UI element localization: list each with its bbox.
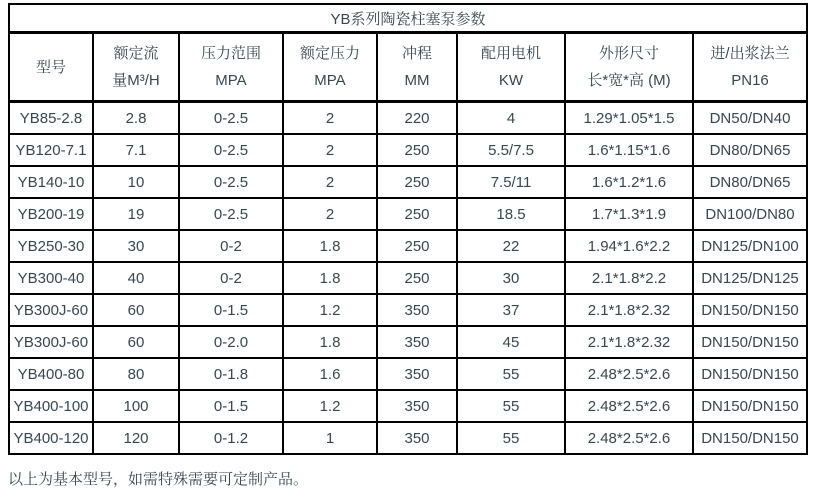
table-cell: 2 (283, 134, 377, 166)
column-header-label: 外形尺寸 (598, 45, 659, 62)
column-header-label: 型号 (35, 58, 66, 76)
table-cell: YB120-7.1 (9, 134, 93, 166)
table-cell: 0-2.0 (179, 326, 283, 358)
table-cell: YB300-40 (9, 262, 93, 294)
table-cell: 40 (93, 262, 179, 294)
table-cell: DN100/DN80 (693, 198, 807, 230)
table-cell: 350 (377, 390, 457, 422)
column-header-label: 进/出浆法兰 (710, 45, 790, 62)
table-cell: 1.6 (283, 358, 377, 390)
column-header-label: MM (404, 72, 430, 89)
table-row (9, 390, 807, 422)
column-header-label: KW (498, 72, 524, 89)
column-header-label: 配用电机 (480, 45, 541, 62)
table-cell: 100 (93, 390, 179, 422)
table-cell: 30 (457, 262, 565, 294)
table-cell: 250 (377, 134, 457, 166)
column-header-flange (693, 33, 807, 102)
table-row (9, 198, 807, 230)
table-cell: 7.5/11 (457, 166, 565, 198)
table-cell: DN150/DN150 (693, 358, 807, 390)
table-cell: 0-1.2 (179, 422, 283, 454)
table-cell: 5.5/7.5 (457, 134, 565, 166)
table-cell: 2.1*1.8*2.2 (565, 262, 693, 294)
table-cell: 220 (377, 102, 457, 135)
table-cell: 10 (93, 166, 179, 198)
table-cell: 250 (377, 198, 457, 230)
table-cell: 350 (377, 358, 457, 390)
table-cell: 55 (457, 358, 565, 390)
table-cell: 4 (457, 102, 565, 135)
column-header-label: 冲程 (401, 45, 432, 62)
table-cell: YB400-80 (9, 358, 93, 390)
table-cell: 45 (457, 326, 565, 358)
column-header-rated-flow (93, 33, 179, 102)
table-cell: 2.48*2.5*2.6 (565, 390, 693, 422)
table-row (9, 262, 807, 294)
table-row (9, 358, 807, 390)
table-cell: YB400-120 (9, 422, 93, 454)
table-row (9, 422, 807, 454)
column-header-stroke (377, 33, 457, 102)
table-cell: 0-2.5 (179, 198, 283, 230)
table-cell: 250 (377, 262, 457, 294)
table-cell: DN80/DN65 (693, 134, 807, 166)
column-header-label: 额定流 (113, 45, 159, 62)
table-cell: 22 (457, 230, 565, 262)
table-cell: 350 (377, 422, 457, 454)
table-cell: 0-2 (179, 262, 283, 294)
table-cell: 350 (377, 326, 457, 358)
table-title: YB系列陶瓷柱塞泵参数 (9, 4, 807, 33)
table-title-row (9, 4, 807, 33)
pump-spec-table (8, 3, 808, 455)
table-cell: 250 (377, 230, 457, 262)
table-cell: 1.6*1.2*1.6 (565, 166, 693, 198)
table-cell: 60 (93, 326, 179, 358)
table-header-row (9, 33, 807, 102)
table-cell: 80 (93, 358, 179, 390)
table-cell: 1.29*1.05*1.5 (565, 102, 693, 135)
table-cell: 2 (283, 102, 377, 135)
table-cell: 250 (377, 166, 457, 198)
table-cell: 2.48*2.5*2.6 (565, 422, 693, 454)
table-cell: 18.5 (457, 198, 565, 230)
column-header-label: 长*宽*高 (M) (587, 72, 671, 89)
table-cell: YB140-10 (9, 166, 93, 198)
table-cell: 2.8 (93, 102, 179, 135)
table-cell: 1.8 (283, 230, 377, 262)
table-cell: 350 (377, 294, 457, 326)
column-header-label: 压力范围 (200, 45, 261, 62)
column-header-label: MPA (215, 72, 247, 89)
table-cell: 1 (283, 422, 377, 454)
table-row (9, 326, 807, 358)
table-cell: YB250-30 (9, 230, 93, 262)
column-header-motor (457, 33, 565, 102)
table-cell: DN150/DN150 (693, 422, 807, 454)
table-cell: 19 (93, 198, 179, 230)
table-cell: 0-2 (179, 230, 283, 262)
table-cell: 2.48*2.5*2.6 (565, 358, 693, 390)
table-cell: 1.2 (283, 390, 377, 422)
table-cell: 2 (283, 166, 377, 198)
table-body (9, 102, 807, 455)
footnote: 以上为基本型号，如需特殊需要可定制产品。 (8, 471, 309, 488)
column-header-pressure-range (179, 33, 283, 102)
table-cell: DN80/DN65 (693, 166, 807, 198)
table-cell: 120 (93, 422, 179, 454)
table-cell: 2 (283, 198, 377, 230)
table-cell: 55 (457, 390, 565, 422)
table-row (9, 102, 807, 135)
table-cell: 2.1*1.8*2.32 (565, 294, 693, 326)
table-cell: DN150/DN150 (693, 390, 807, 422)
table-cell: 30 (93, 230, 179, 262)
table-cell: DN125/DN100 (693, 230, 807, 262)
table-cell: YB200-19 (9, 198, 93, 230)
table-cell: YB300J-60 (9, 326, 93, 358)
table-cell: 1.6*1.15*1.6 (565, 134, 693, 166)
table-cell: 7.1 (93, 134, 179, 166)
table-cell: YB300J-60 (9, 294, 93, 326)
table-cell: DN50/DN40 (693, 102, 807, 135)
table-cell: 0-1.5 (179, 390, 283, 422)
table-cell: 60 (93, 294, 179, 326)
table-cell: 0-2.5 (179, 166, 283, 198)
table-cell: 0-2.5 (179, 102, 283, 135)
table-cell: 0-2.5 (179, 134, 283, 166)
table-cell: DN125/DN125 (693, 262, 807, 294)
table-cell: YB85-2.8 (9, 102, 93, 135)
table-cell: 0-1.5 (179, 294, 283, 326)
column-header-dimensions (565, 33, 693, 102)
column-header-model (9, 33, 93, 102)
column-header-label: 量M³/H (112, 72, 160, 89)
table-row (9, 230, 807, 262)
table-cell: 1.94*1.6*2.2 (565, 230, 693, 262)
table-cell: 1.7*1.3*1.9 (565, 198, 693, 230)
table-cell: DN150/DN150 (693, 326, 807, 358)
table-cell: 1.8 (283, 326, 377, 358)
table-cell: 37 (457, 294, 565, 326)
column-header-label: PN16 (731, 72, 769, 89)
column-header-rated-pressure (283, 33, 377, 102)
table-cell: 55 (457, 422, 565, 454)
table-cell: 0-1.8 (179, 358, 283, 390)
table-row (9, 166, 807, 198)
table-row (9, 294, 807, 326)
table-cell: 1.8 (283, 262, 377, 294)
column-header-label: 额定压力 (299, 45, 360, 62)
table-cell: 2.1*1.8*2.32 (565, 326, 693, 358)
column-header-label: MPA (314, 72, 346, 89)
table-cell: DN150/DN150 (693, 294, 807, 326)
table-row (9, 134, 807, 166)
table-cell: 1.2 (283, 294, 377, 326)
table-cell: YB400-100 (9, 390, 93, 422)
